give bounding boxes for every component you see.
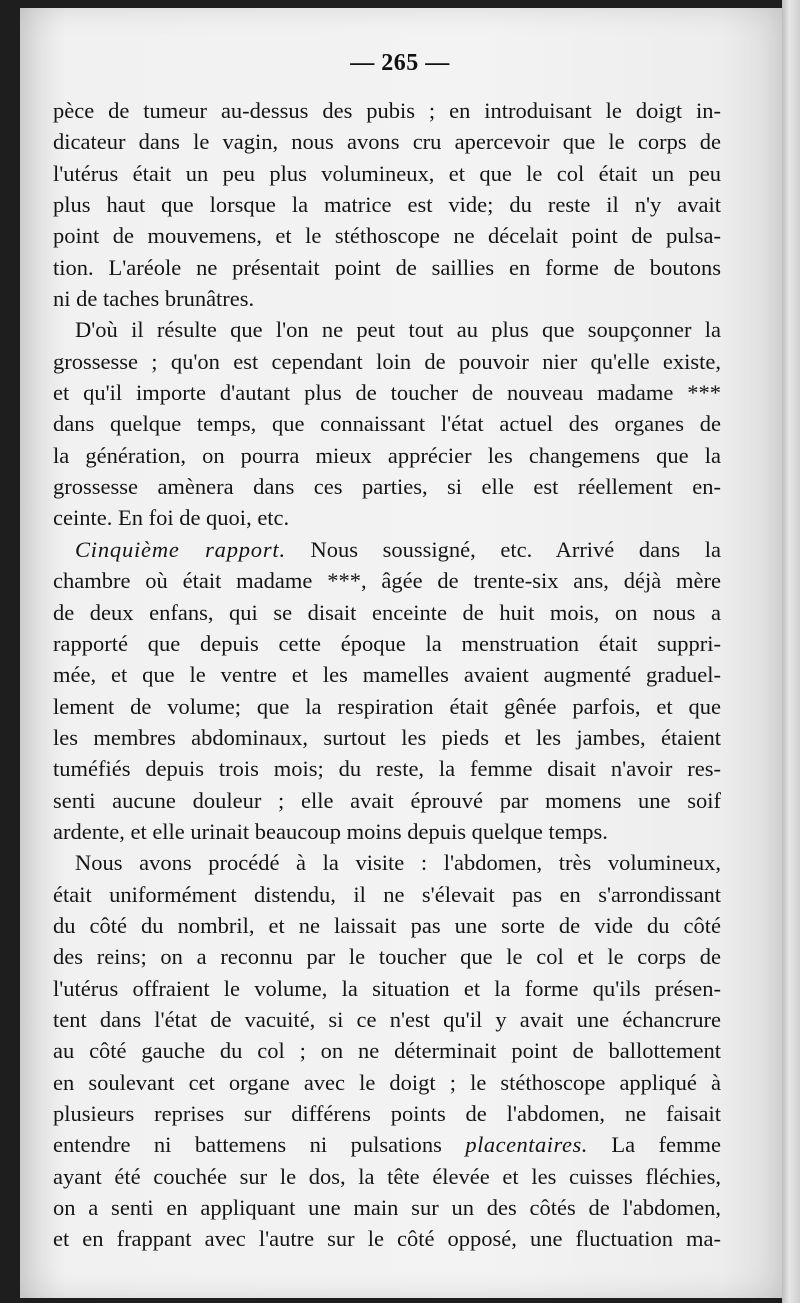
text-line: on a senti en appliquant une main sur un des côtés de l'abdomen,	[53, 1195, 721, 1221]
text-line: du côté du nombril, et ne laissait pas une sorte de vide du côté	[53, 912, 721, 938]
text-line: grossesse amènera dans ces parties, si elle est réellement en-	[53, 474, 721, 500]
text-line: dans quelque temps, que connaissant l'état actuel des organes de	[53, 411, 721, 437]
text-line: ardente, et elle urinait beaucoup moins depuis quelque temps.	[53, 818, 608, 844]
text-line: tuméfiés depuis trois mois; du reste, la femme disait n'avoir res-	[53, 756, 721, 782]
text-line: rapporté que depuis cette époque la menstruation était suppri-	[53, 630, 721, 656]
text-line: et en frappant avec l'autre sur le côté opposé, une fluctuation ma-	[53, 1226, 721, 1252]
text-line: des reins; on a reconnu par le toucher que le col et le corps de	[53, 944, 721, 970]
paragraph-3	[53, 534, 721, 847]
text-line: Nous avons procédé à la visite : l'abdomen, très volumineux,	[75, 850, 721, 876]
text-line: l'utérus offraient le volume, la situation et la forme qu'ils présen-	[53, 975, 721, 1001]
text-line: au côté gauche du col ; on ne déterminait point de ballottement	[53, 1038, 721, 1064]
text-line: mée, et que le ventre et les mamelles avaient augmenté graduel-	[53, 662, 721, 688]
text-line: ayant été couchée sur le dos, la tête élevée et les cuisses fléchies,	[53, 1163, 721, 1189]
text-line: les membres abdominaux, surtout les pieds et les jambes, étaient	[53, 724, 721, 750]
text-line: ceinte. En foi de quoi, etc.	[53, 505, 290, 531]
text-line: ni de taches brunâtres.	[53, 286, 255, 312]
text-line	[53, 534, 721, 565]
paragraph-1	[53, 95, 721, 314]
text-line: de deux enfans, qui se disait enceinte de huit mois, on nous a	[53, 599, 721, 625]
text-line: senti aucune douleur ; elle avait éprouvé par momens une soif	[53, 787, 721, 813]
text-line: lement de volume; que la respiration était gênée parfois, et que	[53, 693, 721, 719]
text-line: était uniformément distendu, il ne s'élevait pas en s'arrondissant	[53, 881, 721, 907]
text-line	[53, 1129, 721, 1160]
text-line: dicateur dans le vagin, nous avons cru apercevoir que le corps de	[53, 129, 721, 155]
body-text	[53, 95, 721, 1255]
text-line: plusieurs reprises sur différens points de l'abdomen, ne faisait	[53, 1101, 721, 1126]
text-line: tent dans l'état de vacuité, si ce n'est qu'il y avait une échancrure	[53, 1006, 721, 1032]
text-line: grossesse ; qu'on est cependant loin de pouvoir nier qu'elle existe,	[53, 348, 721, 374]
text-line: tion. L'aréole ne présentait point de saillies en forme de boutons	[53, 254, 721, 280]
line-text-before: entendre ni battemens ni pulsations	[53, 1132, 442, 1158]
text-line: et qu'il importe d'autant plus de toucher de nouveau madame ***	[53, 380, 721, 406]
text-line: pèce de tumeur au-dessus des pubis ; en introduisant le doigt in-	[53, 98, 721, 123]
report-heading: Cinquième rapport.	[75, 536, 286, 562]
text-line: en soulevant cet organe avec le doigt ; le stéthoscope appliqué à	[53, 1069, 721, 1095]
text-line: point de mouvemens, et le stéthoscope ne décelait point de pulsa-	[53, 223, 721, 249]
paragraph-4	[53, 847, 721, 1254]
text-line: D'où il résulte que l'on ne peut tout au plus que soupçonner la	[75, 317, 721, 343]
text-line: plus haut que lorsque la matrice est vide; du reste il n'y avait	[53, 192, 721, 218]
line-text-after: La femme	[611, 1132, 722, 1158]
text-line: la génération, on pourra mieux apprécier les changemens que la	[53, 442, 721, 468]
heading-line-rest: Nous soussigné, etc. Arrivé dans la	[310, 536, 721, 562]
page-edge	[782, 0, 800, 1303]
text-line: chambre où était madame ***, âgée de trente-six ans, déjà mère	[53, 568, 721, 594]
text-line: l'utérus était un peu plus volumineux, et que le col était un peu	[53, 160, 721, 186]
paragraph-2	[53, 314, 721, 533]
italic-term: placentaires.	[465, 1132, 588, 1158]
page-number: — 265 —	[350, 50, 450, 76]
